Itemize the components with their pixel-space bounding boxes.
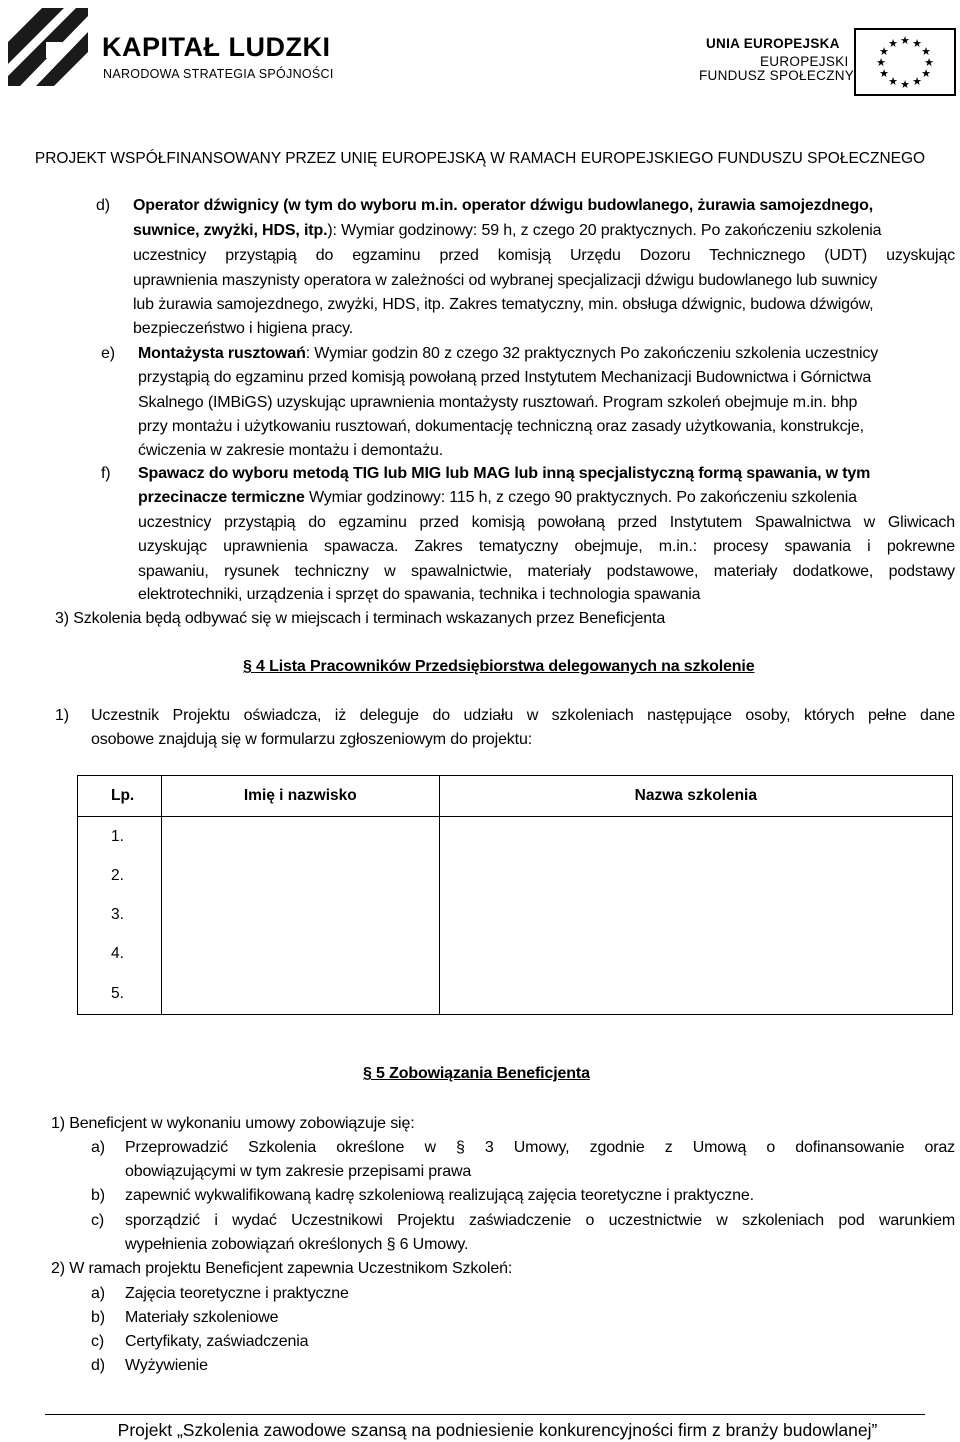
list-item: Materiały szkoleniowe <box>125 1309 279 1326</box>
eu-line-1: UNIA EUROPEJSKA <box>706 36 840 51</box>
section-4-heading-text: § 4 Lista Pracowników Przedsiębiorstwa delegowanych na szkolenie <box>243 658 755 675</box>
item-d-label: d) <box>96 197 110 214</box>
svg-text:★: ★ <box>876 56 886 69</box>
footer-text: Projekt „Szkolenia zawodowe szansą na podniesienie konkurencyjności firm z branży budowlanej” <box>117 1420 878 1440</box>
kapital-ludzki-subtitle: NARODOWA STRATEGIA SPÓJNOŚCI <box>103 67 334 81</box>
item-f-line-5: spawaniu, rysunek techniczny w spawalnictwie, materiały podstawowe, materiały dodatkowe, podstawy <box>138 563 955 580</box>
table-row <box>78 817 953 857</box>
footer-divider <box>45 1414 925 1415</box>
list-item-label: d) <box>91 1357 105 1374</box>
eu-line-2: EUROPEJSKI <box>760 54 849 69</box>
item-d-line-1: Operator dźwignicy (w tym do wyboru m.in. operator dźwigu budowlanego, żurawia samojezdnego, <box>133 197 874 214</box>
item-e-line-1-rest: : Wymiar godzin 80 z czego 32 praktycznych Po zakończeniu szkolenia uczestnicy <box>305 345 879 362</box>
item-d-line-4: uprawnienia maszynisty operatora w zależności od wybranej specjalizacji dźwigu budowlanego lub suwnicy <box>133 272 878 289</box>
item-e-line-5: ćwiczenia w zakresie montażu i demontażu. <box>138 442 444 459</box>
eu-flag-icon <box>854 28 956 96</box>
table-cell-training <box>439 973 952 1015</box>
item-d-line-2-rest: ): Wymiar godzinowy: 59 h, z czego 20 praktycznych. Po zakończeniu szkolenia <box>327 222 882 239</box>
section-4-point-1-line-1: Uczestnik Projektu oświadcza, iż deleguje do udziału w szkoleniach następujące osoby, których pełne dane <box>91 707 955 724</box>
svg-text:★: ★ <box>921 67 931 80</box>
table-cell-training <box>439 934 952 973</box>
section-5-item-a-label: a) <box>91 1139 105 1156</box>
table-cell-lp: 5. <box>78 973 162 1015</box>
table-header-name: Imię i nazwisko <box>161 776 439 817</box>
section-5-point-1: 1) Beneficjent w wykonaniu umowy zobowiązuje się: <box>51 1115 415 1132</box>
item-f-line-2-bold: przecinacze termiczne <box>138 489 305 506</box>
table-row <box>78 895 953 934</box>
section-5-item-b-label: b) <box>91 1187 105 1204</box>
svg-text:★: ★ <box>912 37 922 50</box>
svg-text:★: ★ <box>888 75 898 88</box>
item-e-label: e) <box>101 345 115 362</box>
item-e-line-4: przy montażu i użytkowaniu rusztowań, dokumentację techniczną oraz zasady użytkowania, konstrukcje, <box>138 418 864 435</box>
item-d-line-2 <box>133 220 881 242</box>
item-f-line-2-rest: Wymiar godzinowy: 115 h, z czego 90 praktycznych. Po zakończeniu szkolenia <box>304 489 857 506</box>
section-4-point-1-line-2: osobowe znajdują się w formularzu zgłoszeniowym do projektu: <box>91 731 533 748</box>
item-d-line-6: bezpieczeństwo i higiena pracy. <box>133 320 354 337</box>
item-f-line-1: Spawacz do wyboru metodą TIG lub MIG lub MAG lub inną specjalistyczną formą spawania, w tym <box>138 465 871 482</box>
table-cell-name <box>161 934 439 973</box>
svg-text:★: ★ <box>879 45 889 58</box>
table-row <box>78 934 953 973</box>
item-e-line-1 <box>138 343 878 365</box>
project-header-title: PROJEKT WSPÓŁFINANSOWANY PRZEZ UNIĘ EUROPEJSKĄ W RAMACH EUROPEJSKIEGO FUNDUSZU SPOŁECZNEGO <box>34 150 926 167</box>
section-5-item-b-line-1: zapewnić wykwalifikowaną kadrę szkoleniową realizującą zajęcia teoretyczne i praktyczne. <box>125 1187 754 1204</box>
section-5-heading-text: § 5 Zobowiązania Beneficjenta <box>363 1065 590 1082</box>
list-item: Wyżywienie <box>125 1357 208 1374</box>
kapital-ludzki-title: KAPITAŁ LUDZKI <box>102 32 331 62</box>
table-header-training: Nazwa szkolenia <box>439 776 952 817</box>
item-e-line-1-bold: Montażysta rusztowań <box>138 345 306 362</box>
list-item-label: b) <box>91 1309 105 1326</box>
section-4-point-1-label: 1) <box>55 707 69 724</box>
table-cell-training <box>439 895 952 934</box>
item-f-label: f) <box>101 465 111 482</box>
svg-text:★: ★ <box>912 75 922 88</box>
table-cell-name <box>161 856 439 895</box>
svg-text:★: ★ <box>900 78 910 91</box>
table-cell-name <box>161 895 439 934</box>
section-5-item-a-line-2: obowiązującymi w tym zakresie przepisami prawa <box>125 1163 472 1180</box>
table-cell-name <box>161 973 439 1015</box>
svg-text:★: ★ <box>888 37 898 50</box>
eu-logo <box>690 28 960 98</box>
svg-text:★: ★ <box>924 56 934 69</box>
table-cell-lp: 2. <box>78 856 162 895</box>
table-cell-training <box>439 856 952 895</box>
table-cell-name <box>161 817 439 857</box>
item-e-line-2: przystąpią do egzaminu przed komisją powołaną przed Instytutem Mechanizacji Budownictwa i Górnictwa <box>138 369 872 386</box>
list-item-label: c) <box>91 1333 105 1350</box>
item-f-line-4: uzyskując uprawnienia spawacza. Zakres tematyczny obejmuje, m.in.: procesy spawania i pokrewne <box>138 538 955 555</box>
section-5-heading <box>363 1063 590 1085</box>
section-4-heading <box>243 656 754 678</box>
svg-text:★: ★ <box>921 45 931 58</box>
participants-table <box>77 775 953 1015</box>
section-5-item-c-line-1: sporządzić i wydać Uczestnikowi Projektu zaświadczenie o uczestnictwie w szkoleniach pod warunkiem <box>125 1212 955 1229</box>
list-item-label: a) <box>91 1285 105 1302</box>
item-d-line-3: uczestnicy przystąpią do egzaminu przed komisją Urzędu Dozoru Technicznego (UDT) uzyskując <box>133 247 955 264</box>
svg-text:★: ★ <box>900 34 910 47</box>
table-cell-lp: 3. <box>78 895 162 934</box>
table-header-row <box>78 776 953 817</box>
eu-line-3: FUNDUSZ SPOŁECZNY <box>699 68 855 83</box>
table-row <box>78 973 953 1015</box>
section-5-point-2: 2) W ramach projektu Beneficjent zapewnia Uczestnikom Szkoleń: <box>51 1260 513 1277</box>
list-item: Zajęcia teoretyczne i praktyczne <box>125 1285 349 1302</box>
point-3: 3) Szkolenia będą odbywać się w miejscach i terminach wskazanych przez Beneficjenta <box>55 610 666 627</box>
table-header-lp: Lp. <box>78 776 162 817</box>
table-cell-lp: 1. <box>78 817 162 857</box>
table-cell-lp: 4. <box>78 934 162 973</box>
list-item: Certyfikaty, zaświadczenia <box>125 1333 309 1350</box>
item-e-line-3: Skalnego (IMBiGS) uzyskując uprawnienia montażysty rusztowań. Program szkoleń obejmuje m.in. bhp <box>138 394 858 411</box>
item-f-line-2 <box>138 487 857 509</box>
item-d-line-2-bold: suwnice, zwyżki, HDS, itp. <box>133 222 328 239</box>
section-5-item-c-line-2: wypełnienia zobowiązań określonych § 6 Umowy. <box>125 1236 469 1253</box>
kapital-ludzki-emblem-icon <box>2 2 94 92</box>
section-5-item-c-label: c) <box>91 1212 105 1229</box>
table-cell-training <box>439 817 952 857</box>
item-f-line-3: uczestnicy przystąpią do egzaminu przed komisją powołaną przed Instytutem Spawalnictwa w Gliwicach <box>138 514 955 531</box>
kapital-ludzki-logo <box>2 2 342 92</box>
svg-text:★: ★ <box>879 67 889 80</box>
item-f-line-6: elektrotechniki, urządzenia i sprzęt do spawania, technika i technologia spawania <box>138 586 701 603</box>
item-d-line-5: lub żurawia samojezdnego, zwyżki, HDS, itp. Zakres tematyczny, min. obsługa dźwignic, budowa dźwigów, <box>133 296 874 313</box>
table-row <box>78 856 953 895</box>
section-5-item-a-line-1: Przeprowadzić Szkolenia określone w § 3 Umowy, zgodnie z Umową o dofinansowanie oraz <box>125 1139 955 1156</box>
